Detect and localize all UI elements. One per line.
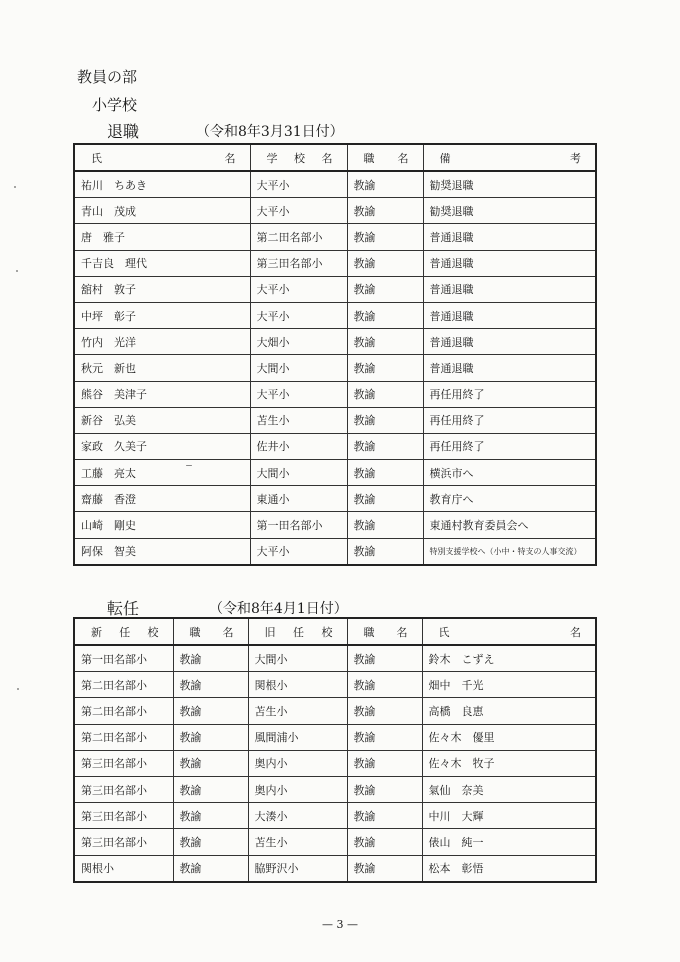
table-cell: 第三田名部小 [74,803,173,829]
table-row [74,302,596,328]
table-row [74,750,596,776]
table-cell: 教諭 [347,750,422,776]
table-cell: 第二田名部小 [74,672,173,698]
table-cell: 青山 茂成 [74,198,250,224]
table-cell: 千吉良 理代 [74,250,250,276]
table-cell: 勧奨退職 [423,171,596,198]
col-header-school: 学 校 名 [250,144,347,171]
table-cell: 普通退職 [423,329,596,355]
table-cell: 大平小 [250,198,347,224]
table-cell: 新谷 弘美 [74,407,250,433]
scan-speck [14,186,16,188]
table-cell: 氣仙 奈美 [422,776,596,802]
table-cell: 俵山 純一 [422,829,596,855]
transfer-table [73,617,597,883]
table-cell: 再任用終了 [423,433,596,459]
table-cell: 関根小 [248,672,347,698]
table-cell: 教育庁へ [423,486,596,512]
table-cell: 山崎 剛史 [74,512,250,538]
table-cell: 中川 大輝 [422,803,596,829]
retire-rows [74,171,596,565]
table-cell: 教諭 [347,276,423,302]
table-cell: 第一田名部小 [74,645,173,672]
table-cell: 佐々木 牧子 [422,750,596,776]
table-cell: 苫生小 [248,829,347,855]
col-header-position: 職 名 [347,144,423,171]
table-cell: 再任用終了 [423,407,596,433]
col-header-name: 氏 名 [74,144,250,171]
table-cell: 教諭 [347,698,422,724]
table-cell: 大平小 [250,276,347,302]
table-cell: 阿保 智美 [74,538,250,565]
table-cell: 舘村 敦子 [74,276,250,302]
table-cell: 教諭 [347,302,423,328]
table-cell: 家政 久美子 [74,433,250,459]
table-cell: 大平小 [250,302,347,328]
table-row [74,224,596,250]
table-row [74,855,596,882]
table-cell: 特別支援学校へ（小中・特支の人事交流） [423,538,596,565]
table-cell: 第二田名部小 [250,224,347,250]
table-cell: 苫生小 [248,698,347,724]
col-header-new-school: 新 任 校 [74,618,173,645]
table-cell: 教諭 [347,250,423,276]
table-row [74,672,596,698]
table-cell: 祐川 ちあき [74,171,250,198]
table-row [74,276,596,302]
table-row [74,171,596,198]
table-cell: 松本 彰悟 [422,855,596,882]
table-cell: 畑中 千光 [422,672,596,698]
table-cell: 教諭 [347,171,423,198]
retire-header-row [74,144,596,171]
table-cell: 普通退職 [423,276,596,302]
table-cell: 大間小 [250,355,347,381]
table-row [74,486,596,512]
table-row [74,250,596,276]
table-cell: 大間小 [250,460,347,486]
page-number: — 3 — [322,918,358,931]
table-cell: 大間小 [248,645,347,672]
scan-speck [186,465,192,466]
table-cell: 中坪 彰子 [74,302,250,328]
retire-table [73,143,597,566]
table-cell: 普通退職 [423,302,596,328]
table-cell: 教諭 [347,724,422,750]
table-cell: 教諭 [347,224,423,250]
section-title: 教員の部 [77,68,138,86]
table-row [74,329,596,355]
transfer-rows [74,645,596,882]
col-header-remarks: 備 考 [423,144,596,171]
table-row [74,803,596,829]
table-cell: 大平小 [250,538,347,565]
table-row [74,698,596,724]
table-cell: 竹内 光洋 [74,329,250,355]
table-row [74,724,596,750]
table-cell: 教諭 [173,855,248,882]
table-cell: 苫生小 [250,407,347,433]
table-row [74,381,596,407]
table-cell: 奥内小 [248,776,347,802]
table-cell: 教諭 [173,698,248,724]
table-cell: 勧奨退職 [423,198,596,224]
table-cell: 教諭 [347,355,423,381]
table-cell: 再任用終了 [423,381,596,407]
table-cell: 脇野沢小 [248,855,347,882]
table-cell: 第三田名部小 [74,829,173,855]
table-row [74,198,596,224]
retire-title: 退職 [107,122,140,141]
table-cell: 教諭 [347,645,422,672]
table-cell: 第三田名部小 [74,776,173,802]
col-header-position: 職 名 [173,618,248,645]
table-cell: 第二田名部小 [74,698,173,724]
table-cell: 普通退職 [423,224,596,250]
table-cell: 教諭 [173,724,248,750]
retire-date: （令和8年3月31日付） [196,124,344,140]
table-row [74,645,596,672]
table-row [74,433,596,459]
table-cell: 第三田名部小 [250,250,347,276]
table-cell: 教諭 [347,672,422,698]
table-cell: 大平小 [250,381,347,407]
table-cell: 教諭 [173,829,248,855]
table-row [74,829,596,855]
table-cell: 普通退職 [423,250,596,276]
table-cell: 教諭 [347,803,422,829]
scan-speck [16,270,18,272]
table-cell: 教諭 [347,433,423,459]
table-cell: 教諭 [347,460,423,486]
table-cell: 教諭 [347,486,423,512]
table-cell: 大平小 [250,171,347,198]
col-header-position-old: 職 名 [347,618,422,645]
col-header-old-school: 旧 任 校 [248,618,347,645]
table-cell: 鈴木 こずえ [422,645,596,672]
table-row [74,776,596,802]
transfer-header-row [74,618,596,645]
table-cell: 第一田名部小 [250,512,347,538]
table-cell: 齋藤 香澄 [74,486,250,512]
table-row [74,407,596,433]
table-cell: 佐井小 [250,433,347,459]
table-cell: 大湊小 [248,803,347,829]
transfer-date: （令和8年4月1日付） [209,601,348,617]
table-cell: 佐々木 優里 [422,724,596,750]
col-header-name: 氏 名 [422,618,596,645]
table-cell: 教諭 [347,538,423,565]
table-cell: 教諭 [347,512,423,538]
table-cell: 第二田名部小 [74,724,173,750]
scan-speck [17,688,19,690]
table-cell: 普通退職 [423,355,596,381]
table-cell: 教諭 [347,407,423,433]
table-cell: 教諭 [347,381,423,407]
table-cell: 大畑小 [250,329,347,355]
table-cell: 高橋 良恵 [422,698,596,724]
table-cell: 唐 雅子 [74,224,250,250]
table-cell: 横浜市へ [423,460,596,486]
table-cell: 工藤 亮太 [74,460,250,486]
table-cell: 教諭 [347,829,422,855]
table-cell: 教諭 [173,750,248,776]
subsection-title: 小学校 [92,96,138,114]
table-row [74,460,596,486]
table-cell: 教諭 [173,645,248,672]
table-cell: 東通小 [250,486,347,512]
table-cell: 熊谷 美津子 [74,381,250,407]
table-cell: 教諭 [173,803,248,829]
table-row [74,512,596,538]
table-cell: 関根小 [74,855,173,882]
table-row [74,538,596,565]
table-cell: 第三田名部小 [74,750,173,776]
table-cell: 教諭 [347,198,423,224]
table-cell: 風間浦小 [248,724,347,750]
table-cell: 教諭 [173,672,248,698]
table-cell: 教諭 [347,855,422,882]
table-cell: 奥内小 [248,750,347,776]
table-row [74,355,596,381]
table-cell: 教諭 [347,329,423,355]
transfer-title: 転任 [107,599,140,618]
table-cell: 東通村教育委員会へ [423,512,596,538]
table-cell: 教諭 [347,776,422,802]
table-cell: 教諭 [173,776,248,802]
table-cell: 秋元 新也 [74,355,250,381]
